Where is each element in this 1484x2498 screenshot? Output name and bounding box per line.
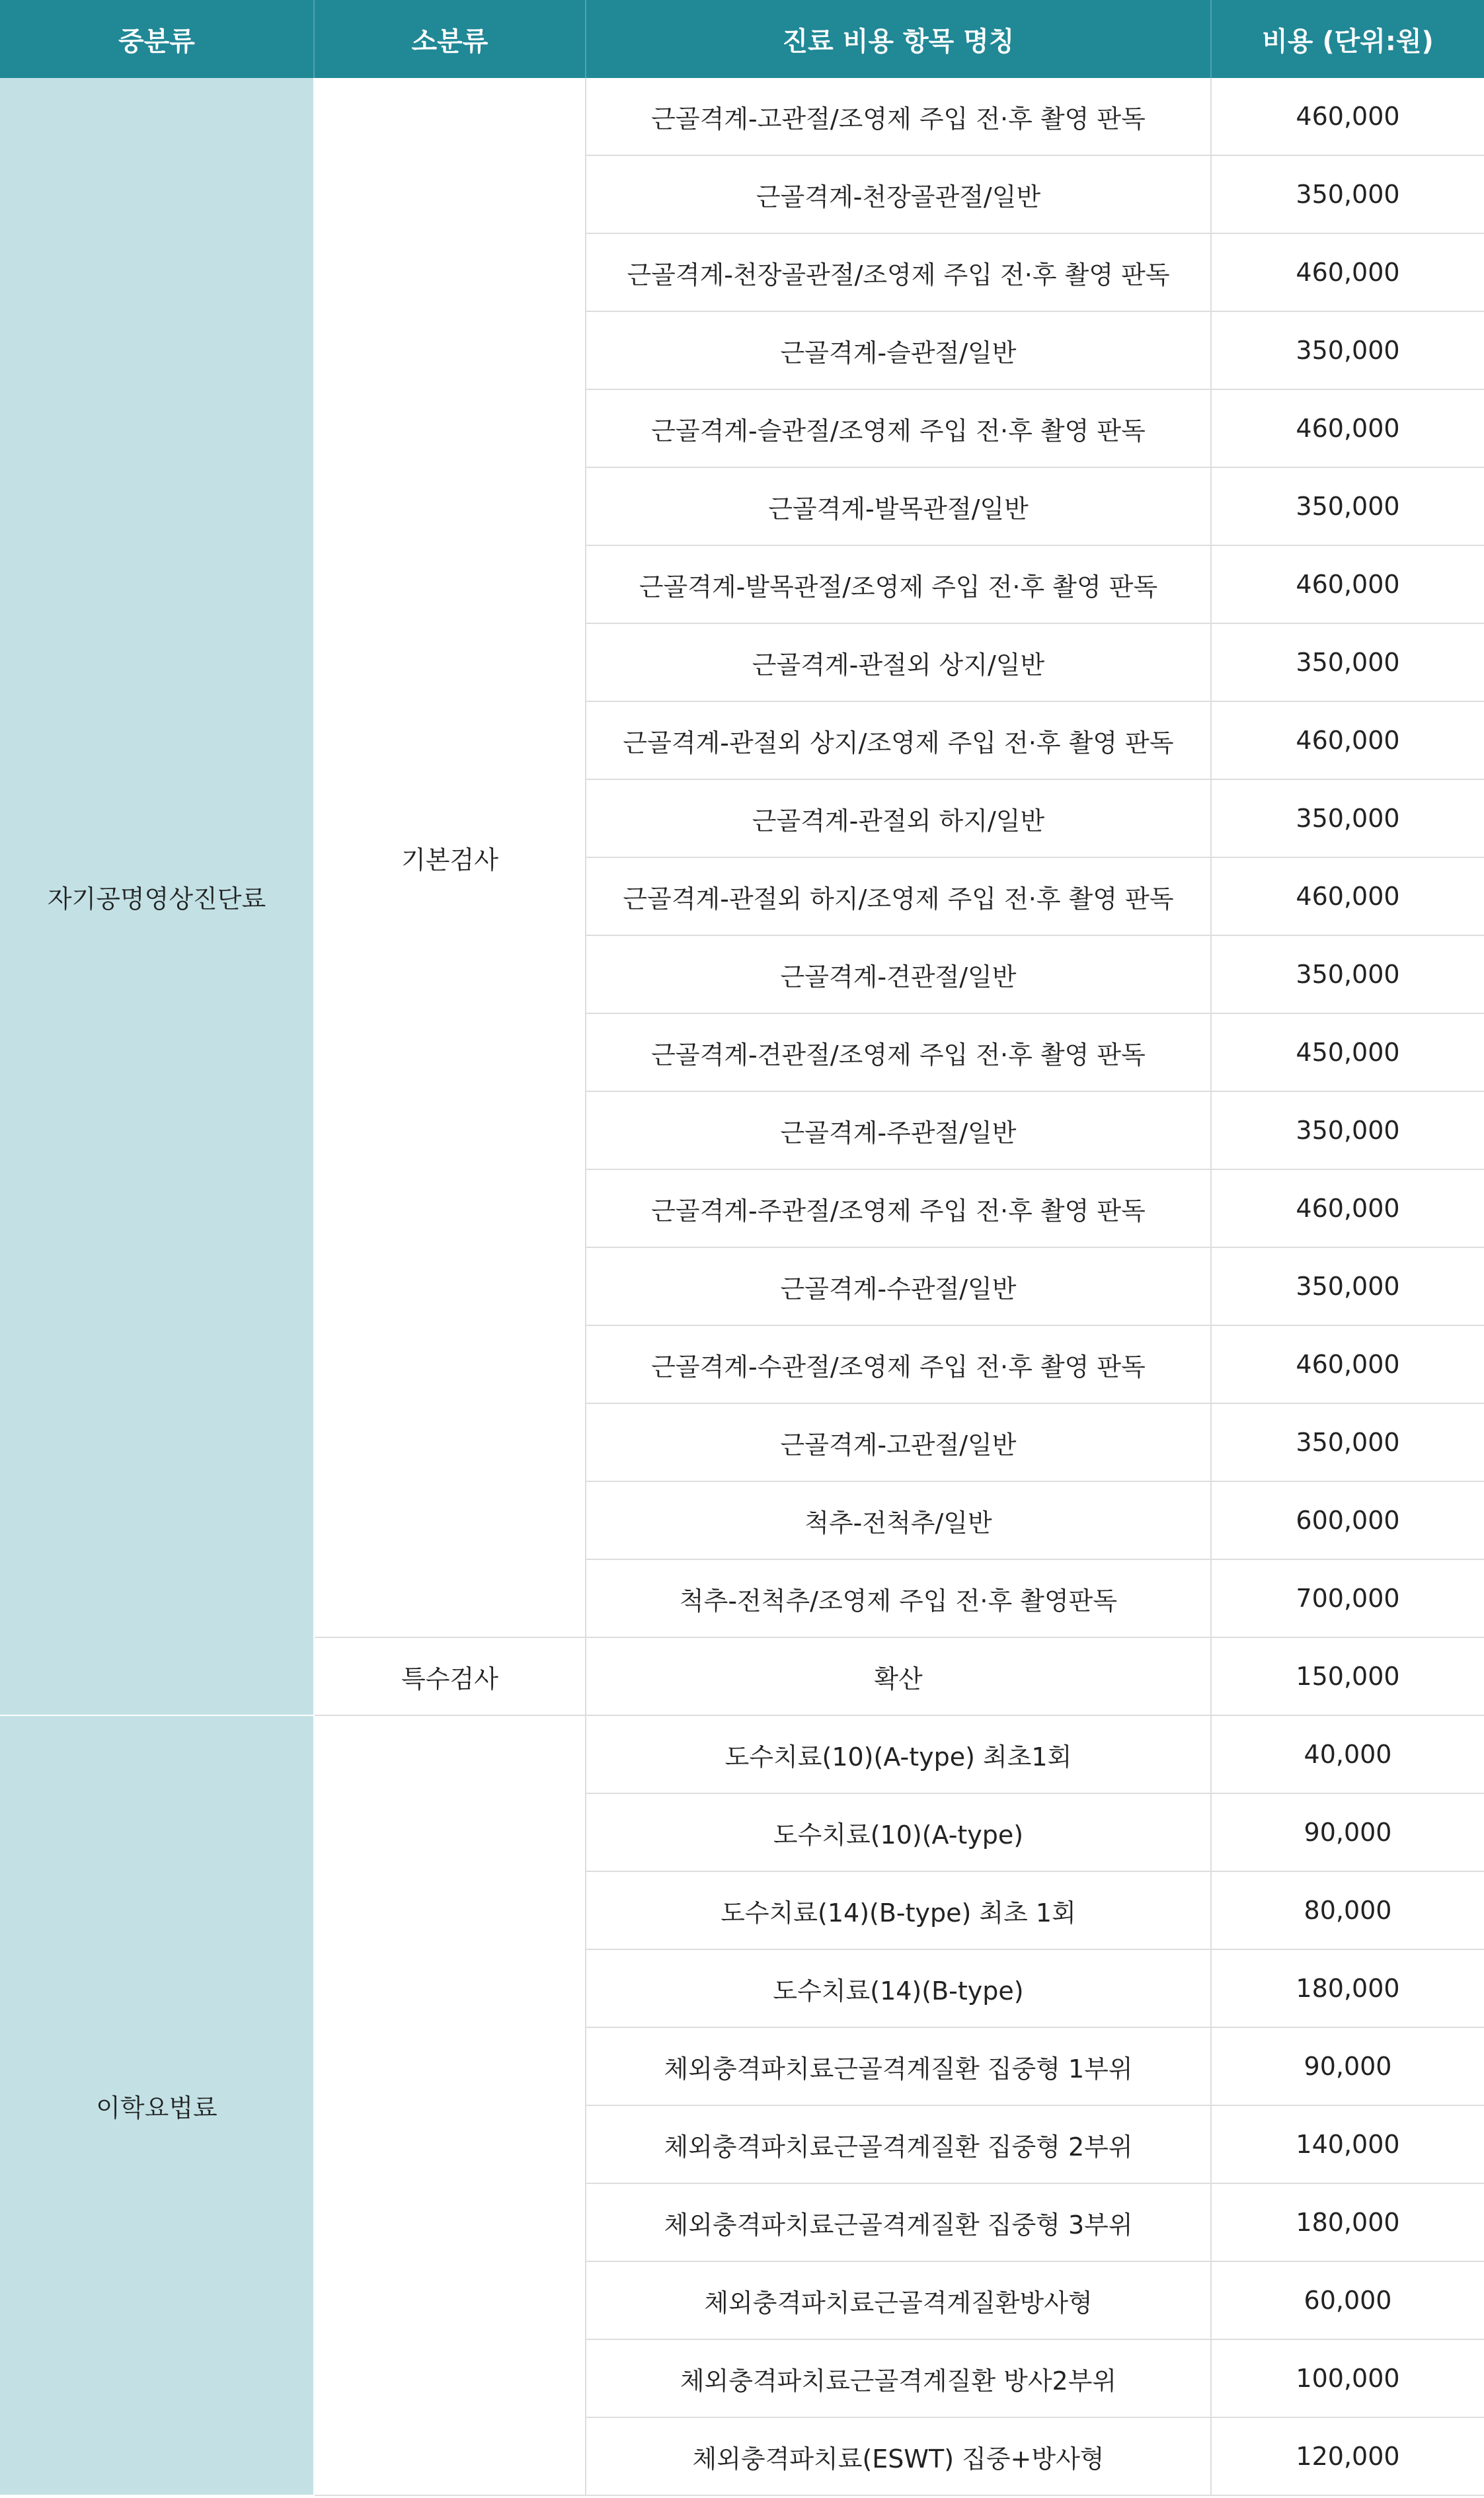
header-row [0,0,1484,78]
item-name-cell: 도수치료(10)(A-type) [586,1793,1211,1871]
cost-cell: 460,000 [1211,233,1484,311]
item-name-cell: 근골격계-수관절/조영제 주입 전·후 촬영 판독 [586,1325,1211,1403]
cost-cell: 350,000 [1211,1247,1484,1325]
cost-cell: 700,000 [1211,1559,1484,1637]
cost-cell: 80,000 [1211,1871,1484,1949]
item-name-cell: 근골격계-천장골관절/일반 [586,155,1211,233]
mid-category-cell: 자기공명영상진단료 [0,78,314,1715]
item-name-cell: 근골격계-관절외 상지/조영제 주입 전·후 촬영 판독 [586,701,1211,779]
header-sub-category: 소분류 [314,0,586,78]
item-name-cell: 근골격계-주관절/일반 [586,1091,1211,1169]
cost-cell: 460,000 [1211,1169,1484,1247]
item-name-cell: 근골격계-관절외 상지/일반 [586,623,1211,701]
cost-cell: 90,000 [1211,2027,1484,2105]
item-name-cell: 체외충격파치료근골격계질환 집중형 3부위 [586,2183,1211,2261]
item-name-cell: 근골격계-견관절/조영제 주입 전·후 촬영 판독 [586,1013,1211,1091]
item-name-cell: 확산 [586,1637,1211,1715]
cost-cell: 350,000 [1211,1091,1484,1169]
cost-cell: 100,000 [1211,2339,1484,2417]
header-cost: 비용 (단위:원) [1211,0,1484,78]
item-name-cell: 척추-전척추/조영제 주입 전·후 촬영판독 [586,1559,1211,1637]
item-name-cell: 척추-전척추/일반 [586,1481,1211,1559]
item-name-cell: 체외충격파치료근골격계질환 집중형 1부위 [586,2027,1211,2105]
cost-cell: 350,000 [1211,1403,1484,1481]
item-name-cell: 도수치료(10)(A-type) 최초1회 [586,1715,1211,1793]
item-name-cell: 근골격계-견관절/일반 [586,935,1211,1013]
cost-cell: 460,000 [1211,857,1484,935]
table-body [0,78,1484,2495]
item-name-cell: 근골격계-발목관절/조영제 주입 전·후 촬영 판독 [586,545,1211,623]
cost-cell: 460,000 [1211,701,1484,779]
cost-cell: 600,000 [1211,1481,1484,1559]
cost-cell: 350,000 [1211,779,1484,857]
mid-category-cell: 이학요법료 [0,1715,314,2495]
item-name-cell: 근골격계-고관절/조영제 주입 전·후 촬영 판독 [586,78,1211,155]
item-name-cell: 근골격계-주관절/조영제 주입 전·후 촬영 판독 [586,1169,1211,1247]
item-name-cell: 도수치료(14)(B-type) 최초 1회 [586,1871,1211,1949]
table-header [0,0,1484,78]
cost-cell: 460,000 [1211,545,1484,623]
item-name-cell: 근골격계-고관절/일반 [586,1403,1211,1481]
cost-cell: 460,000 [1211,1325,1484,1403]
item-name-cell: 근골격계-슬관절/조영제 주입 전·후 촬영 판독 [586,389,1211,467]
cost-cell: 150,000 [1211,1637,1484,1715]
item-name-cell: 근골격계-슬관절/일반 [586,311,1211,389]
cost-cell: 350,000 [1211,623,1484,701]
cost-cell: 350,000 [1211,155,1484,233]
cost-cell: 180,000 [1211,2183,1484,2261]
cost-cell: 120,000 [1211,2417,1484,2495]
header-item-name: 진료 비용 항목 명칭 [586,0,1211,78]
cost-cell: 350,000 [1211,467,1484,545]
item-name-cell: 근골격계-관절외 하지/일반 [586,779,1211,857]
cost-cell: 40,000 [1211,1715,1484,1793]
cost-cell: 460,000 [1211,389,1484,467]
cost-cell: 350,000 [1211,311,1484,389]
cost-cell: 60,000 [1211,2261,1484,2339]
cost-cell: 90,000 [1211,1793,1484,1871]
item-name-cell: 근골격계-관절외 하지/조영제 주입 전·후 촬영 판독 [586,857,1211,935]
item-name-cell: 체외충격파치료근골격계질환방사형 [586,2261,1211,2339]
cost-cell: 180,000 [1211,1949,1484,2027]
cost-cell: 350,000 [1211,935,1484,1013]
item-name-cell: 체외충격파치료(ESWT) 집중+방사형 [586,2417,1211,2495]
item-name-cell: 근골격계-천장골관절/조영제 주입 전·후 촬영 판독 [586,233,1211,311]
item-name-cell: 근골격계-발목관절/일반 [586,467,1211,545]
cost-cell: 140,000 [1211,2105,1484,2183]
cost-cell: 460,000 [1211,78,1484,155]
sub-category-cell: 기본검사 [314,78,586,1637]
item-name-cell: 근골격계-수관절/일반 [586,1247,1211,1325]
table-row [0,1715,1484,1793]
sub-category-cell [314,1715,586,2495]
item-name-cell: 도수치료(14)(B-type) [586,1949,1211,2027]
sub-category-cell: 특수검사 [314,1637,586,1715]
item-name-cell: 체외충격파치료근골격계질환 집중형 2부위 [586,2105,1211,2183]
table-row [0,78,1484,155]
item-name-cell: 체외충격파치료근골격계질환 방사2부위 [586,2339,1211,2417]
header-mid-category: 중분류 [0,0,314,78]
cost-cell: 450,000 [1211,1013,1484,1091]
